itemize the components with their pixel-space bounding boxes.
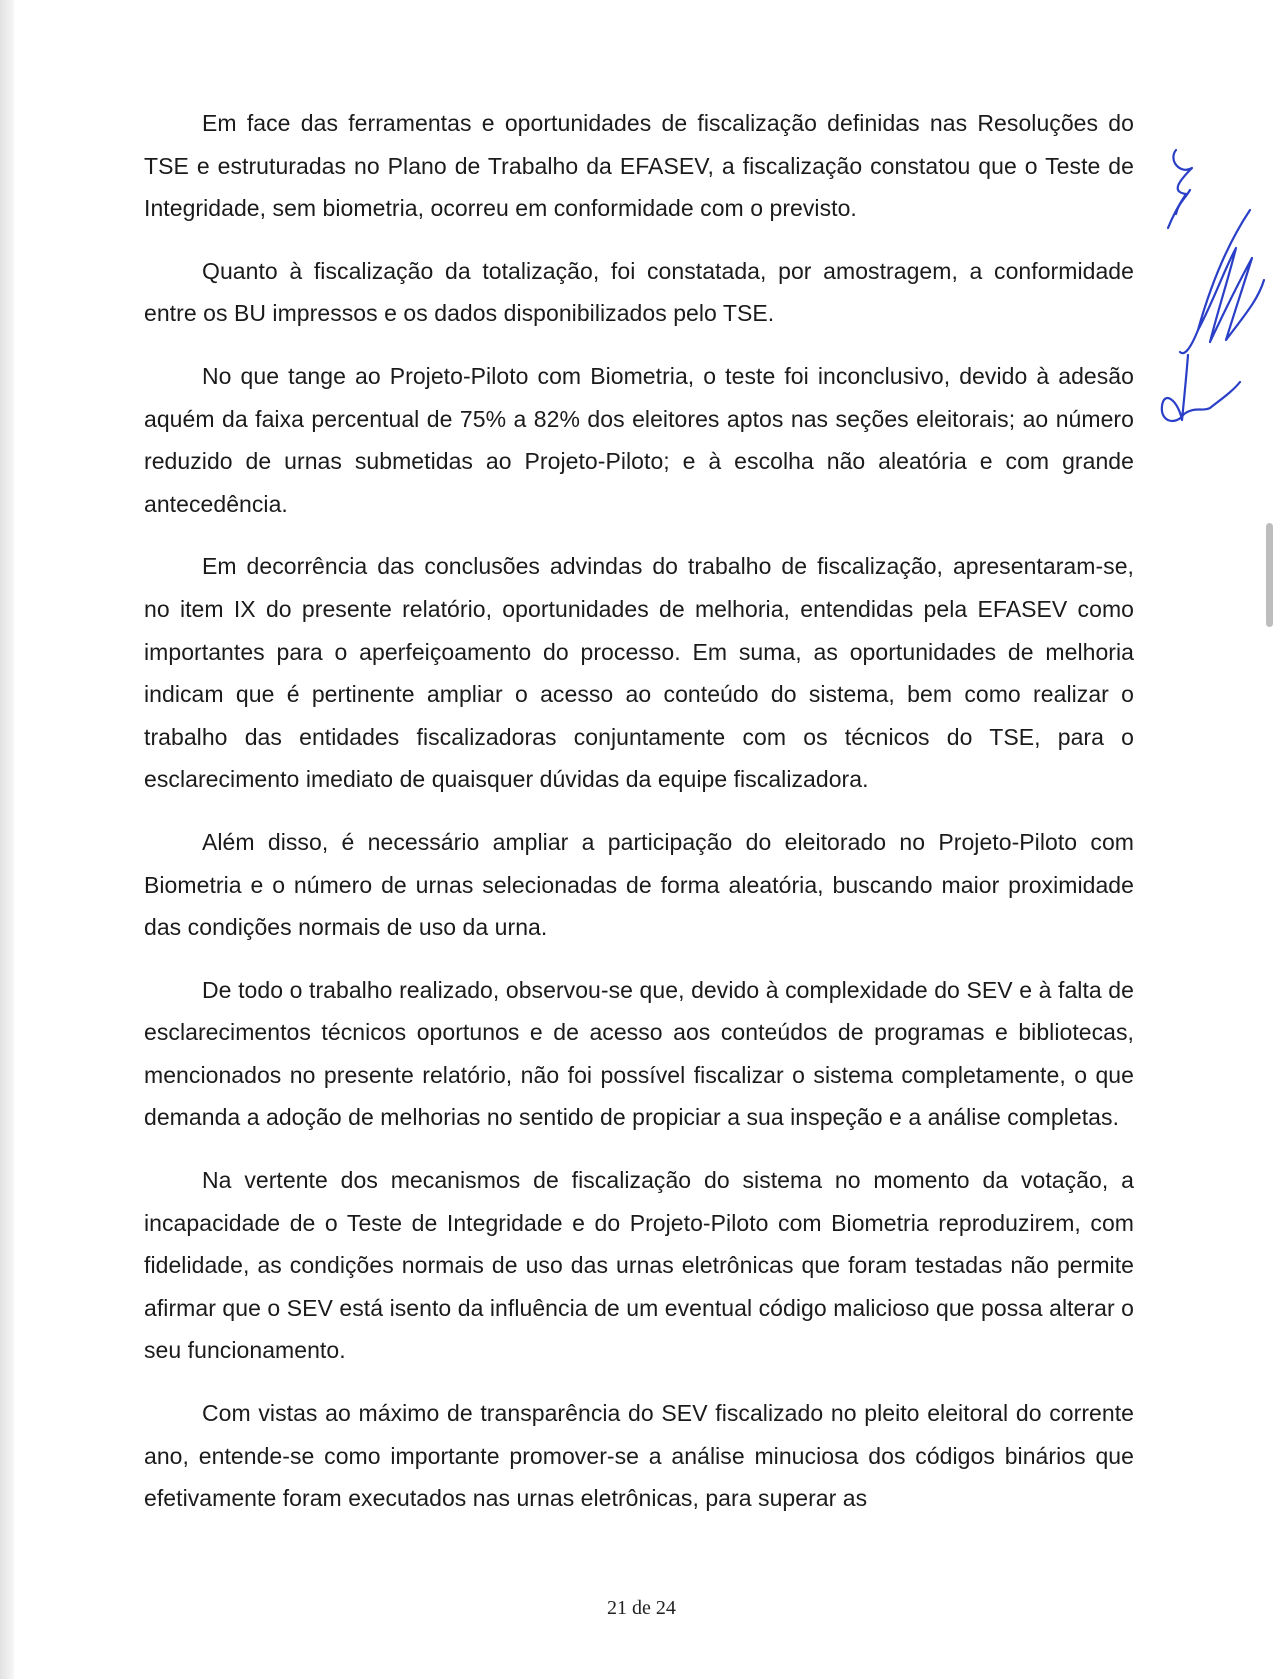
paragraph-6: De todo o trabalho realizado, observou-se que, devido à complexidade do SEV e à falta de esclarecimentos técnicos oportunos e de acesso aos conteúdos de programas e bibliotecas, mencionados no presente relatório, não foi possível fiscalizar o sistema completamente, o que demanda a adoção de melhorias no sentido de propiciar a sua inspeção e a análise completas. (144, 976, 1134, 1131)
signature-stroke-5 (1162, 355, 1240, 421)
paragraph-2: Quanto à fiscalização da totalização, foi constatada, por amostragem, a conformidade entre os BU impressos e os dados disponibilizados pelo TSE. (144, 257, 1134, 327)
signature-stroke-3 (1198, 210, 1264, 342)
paragraph-5: Além disso, é necessário ampliar a participação do eleitorado no Projeto-Piloto com Biometria e o número de urnas selecionadas de forma aleatória, buscando maior proximidade das condições normais de uso da urna. (144, 828, 1134, 941)
document-body (144, 102, 1134, 1540)
paragraph-1: Em face das ferramentas e oportunidades de fiscalização definidas nas Resoluções do TSE e estruturadas no Plano de Trabalho da EFASEV, a fiscalização constatou que o Teste de Integridade, sem biometria, ocorreu em conformidade com o previsto. (144, 110, 1134, 222)
page-number: 21 de 24 (607, 1597, 676, 1619)
page-edge-shadow (0, 0, 14, 1679)
paragraph-7: Na vertente dos mecanismos de fiscalização do sistema no momento da votação, a incapacidade de o Teste de Integridade e do Projeto-Piloto com Biometria reproduzirem, com fidelidade, as condições normais de uso das urnas eletrônicas que foram testadas não permite afirmar que o SEV está isento da influência de um eventual código malicioso que possa alterar o seu funcionamento. (144, 1167, 1134, 1364)
paragraph-4: Em decorrência das conclusões advindas do trabalho de fiscalização, apresentaram-se, no item IX do presente relatório, oportunidades de melhoria, entendidas pela EFASEV como importantes para o aperfeiçoamento do processo. Em suma, as oportunidades de melhoria indicam que é pertinente ampliar o acesso ao conteúdo do sistema, bem como realizar o trabalho das entidades fiscalizadoras conjuntamente com os técnicos do TSE, para o esclarecimento imediato de quaisquer dúvidas da equipe fiscalizadora. (144, 553, 1134, 793)
paragraph-3: No que tange ao Projeto-Piloto com Biometria, o teste foi inconclusivo, devido à adesão aquém da faixa percentual de 75% a 82% dos eleitores aptos nas seções eleitorais; ao número reduzido de urnas submetidas ao Projeto-Piloto; e à escolha não aleatória e com grande antecedência. (144, 362, 1134, 517)
scrollbar-thumb[interactable] (1266, 523, 1273, 627)
signature-stroke-1 (1168, 150, 1192, 228)
handwritten-initials (1140, 130, 1280, 460)
paragraph-8: Com vistas ao máximo de transparência do SEV fiscalizado no pleito eleitoral do corrente ano, entende-se como importante promover-se a análise minuciosa dos códigos binários que efetivamente foram executados nas urnas eletrônicas, para superar as (144, 1400, 1134, 1512)
signature-stroke-4 (1180, 330, 1198, 353)
